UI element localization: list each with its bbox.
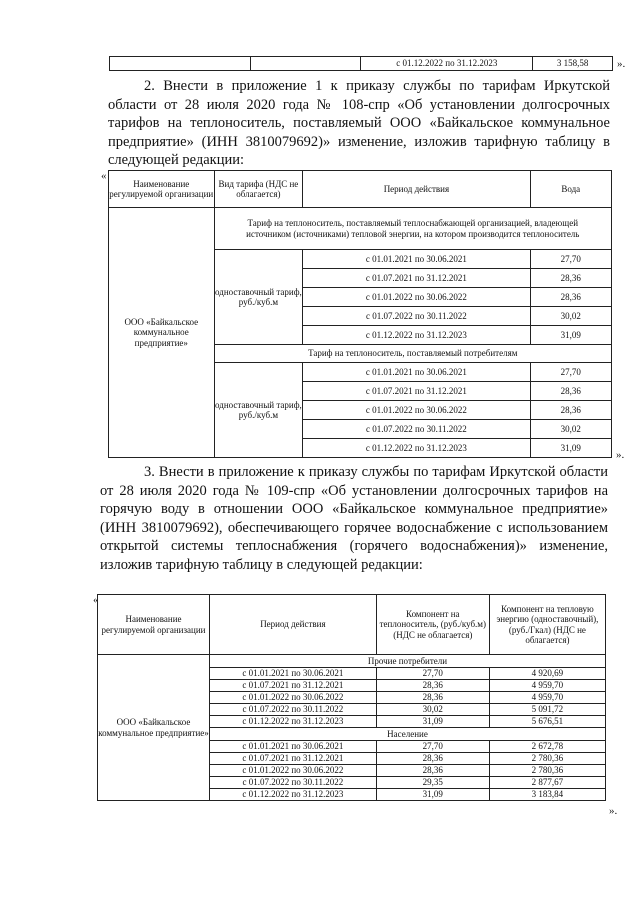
tariff-table-2 — [97, 594, 606, 801]
t2-section-2: Население — [210, 728, 606, 741]
t1-row9-value: 30,02 — [530, 420, 611, 439]
t1-row10-value: 31,09 — [530, 439, 611, 458]
t2-row3-v2: 4 959,70 — [489, 692, 605, 704]
t2-row1-v1: 27,70 — [376, 668, 489, 680]
t2-header-comp2: Компонент на тепловую энергию (одноставочный), (руб./Гкал) (НДС не облагается) — [489, 595, 605, 655]
t1-row8-value: 28,36 — [530, 401, 611, 420]
t1-row3-value: 28,36 — [530, 288, 611, 307]
t1-section-1: Тариф на теплоноситель, поставляемый теплоснабжающей организацией, владеющей источником (источниками) тепловой энергии, на котором производится теплоноситель — [214, 208, 611, 250]
t1-header-value: Вода — [530, 171, 611, 208]
t2-row3-period: с 01.01.2022 по 30.06.2022 — [210, 692, 377, 704]
t1-row2-period: с 01.07.2021 по 31.12.2021 — [303, 269, 530, 288]
t1-row6-value: 27,70 — [530, 363, 611, 382]
t2-close-quote: ». — [609, 805, 618, 817]
t1-org: ООО «Байкальское коммунальное предприятие» — [109, 208, 215, 458]
t2-row9-period: с 01.07.2022 по 30.11.2022 — [210, 777, 377, 789]
t2-row2-period: с 01.07.2021 по 31.12.2021 — [210, 680, 377, 692]
t2-open-quote: « — [93, 594, 99, 606]
t2-row8-period: с 01.01.2022 по 30.06.2022 — [210, 765, 377, 777]
top-continuation-table — [109, 56, 613, 71]
t1-row2-value: 28,36 — [530, 269, 611, 288]
t2-row7-v1: 28,36 — [376, 753, 489, 765]
t2-section-1: Прочие потребители — [210, 655, 606, 668]
t2-row9-v2: 2 877,67 — [489, 777, 605, 789]
paragraph-3: 3. Внести в приложение к приказу службы по тарифам Иркутской области от 28 июля 2020 года № 109-спр «Об установлении долгосрочных тарифов на горячую воду в отношении ООО «Байкальское коммунальное предприятие» (ИНН 3810079692), обеспечивающего горячее водоснабжение с использованием открытой системы теплоснабжения (горячего водоснабжения)» изменение, изложив тарифную таблицу в следующей редакции: — [100, 464, 608, 573]
t2-org: ООО «Байкальское коммунальное предприятие» — [98, 655, 210, 801]
t2-row10-v1: 31,09 — [376, 789, 489, 801]
t1-row4-value: 30,02 — [530, 307, 611, 326]
t2-row10-v2: 3 183,84 — [489, 789, 605, 801]
t1-row3-period: с 01.01.2022 по 30.06.2022 — [303, 288, 530, 307]
t2-row1-period: с 01.01.2021 по 30.06.2021 — [210, 668, 377, 680]
t2-row8-v1: 28,36 — [376, 765, 489, 777]
paragraph-2: 2. Внести в приложение 1 к приказу службы по тарифам Иркутской области от 28 июля 2020 года № 108-спр «Об установлении долгосрочных тарифов на теплоноситель, поставляемый ООО «Байкальское коммунальное предприятие» (ИНН 3810079692)» изменение, изложив тарифную таблицу в следующей редакции: — [108, 78, 610, 168]
t1-row1-value: 27,70 — [530, 250, 611, 269]
t2-row4-period: с 01.07.2022 по 30.11.2022 — [210, 704, 377, 716]
t2-header-org: Наименование регулируемой организации — [98, 595, 210, 655]
t2-row4-v1: 30,02 — [376, 704, 489, 716]
t1-open-quote: « — [101, 170, 107, 182]
t1-row1-period: с 01.01.2021 по 30.06.2021 — [303, 250, 530, 269]
t1-close-quote: ». — [616, 449, 625, 461]
t1-row7-period: с 01.07.2021 по 31.12.2021 — [303, 382, 530, 401]
t2-row8-v2: 2 780,36 — [489, 765, 605, 777]
t2-row4-v2: 5 091,72 — [489, 704, 605, 716]
t1-header-type: Вид тарифа (НДС не облагается) — [214, 171, 303, 208]
t2-row2-v2: 4 959,70 — [489, 680, 605, 692]
t2-row6-period: с 01.01.2021 по 30.06.2021 — [210, 741, 377, 753]
t2-row6-v1: 27,70 — [376, 741, 489, 753]
t2-row10-period: с 01.12.2022 по 31.12.2023 — [210, 789, 377, 801]
t2-row7-v2: 2 780,36 — [489, 753, 605, 765]
t2-row5-v1: 31,09 — [376, 716, 489, 728]
t2-row5-period: с 01.12.2022 по 31.12.2023 — [210, 716, 377, 728]
top-period: с 01.12.2022 по 31.12.2023 — [361, 57, 533, 71]
t2-row9-v1: 29,35 — [376, 777, 489, 789]
t1-header-org: Наименование регулируемой организации — [109, 171, 215, 208]
top-value: 3 158,58 — [533, 57, 613, 71]
t1-row8-period: с 01.01.2022 по 30.06.2022 — [303, 401, 530, 420]
t1-tariff-type-2: одноставочный тариф, руб./куб.м — [214, 363, 303, 458]
t2-row5-v2: 5 676,51 — [489, 716, 605, 728]
t2-row6-v2: 2 672,78 — [489, 741, 605, 753]
t1-row5-value: 31,09 — [530, 326, 611, 345]
tariff-table-1 — [108, 170, 612, 458]
t1-row9-period: с 01.07.2022 по 30.11.2022 — [303, 420, 530, 439]
t1-row6-period: с 01.01.2021 по 30.06.2021 — [303, 363, 530, 382]
t1-row4-period: с 01.07.2022 по 30.11.2022 — [303, 307, 530, 326]
t1-row7-value: 28,36 — [530, 382, 611, 401]
t2-header-period: Период действия — [210, 595, 377, 655]
t2-header-comp1: Компонент на теплоноситель, (руб./куб.м) (НДС не облагается) — [376, 595, 489, 655]
t1-tariff-type-1: одноставочный тариф, руб./куб.м — [214, 250, 303, 345]
t2-row2-v1: 28,36 — [376, 680, 489, 692]
t1-section-2: Тариф на теплоноситель, поставляемый потребителям — [214, 345, 611, 363]
t2-row3-v1: 28,36 — [376, 692, 489, 704]
t2-row7-period: с 01.07.2021 по 31.12.2021 — [210, 753, 377, 765]
t1-row10-period: с 01.12.2022 по 31.12.2023 — [303, 439, 530, 458]
t1-row5-period: с 01.12.2022 по 31.12.2023 — [303, 326, 530, 345]
t1-header-period: Период действия — [303, 171, 530, 208]
top-end-quote: ». — [617, 58, 626, 70]
t2-row1-v2: 4 920,69 — [489, 668, 605, 680]
